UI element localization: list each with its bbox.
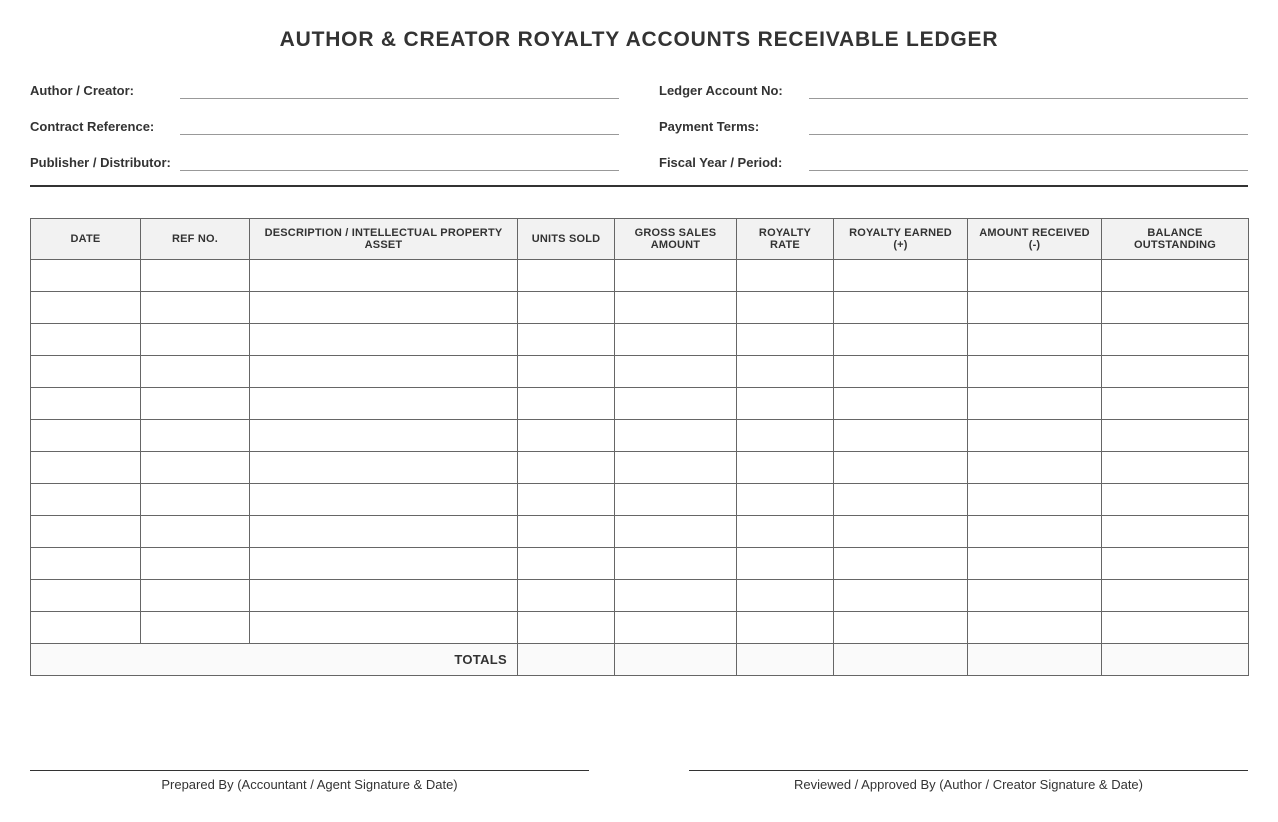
balance-outstanding-cell[interactable] bbox=[1102, 292, 1249, 324]
ref-no-cell[interactable] bbox=[141, 420, 250, 452]
ref-no-cell[interactable] bbox=[141, 484, 250, 516]
table-header-row bbox=[31, 219, 1249, 260]
column-header-line: AMOUNT RECEIVED bbox=[979, 227, 1090, 239]
description-cell[interactable] bbox=[250, 324, 518, 356]
column-header-ref-no bbox=[141, 219, 250, 260]
gross-sales-cell[interactable] bbox=[615, 292, 737, 324]
amount-received-cell[interactable] bbox=[968, 612, 1102, 644]
royalty-rate-cell[interactable] bbox=[737, 388, 834, 420]
ref-no-cell[interactable] bbox=[141, 292, 250, 324]
amount-received-cell[interactable] bbox=[968, 260, 1102, 292]
date-cell[interactable] bbox=[31, 580, 141, 612]
column-header-gross-sales-amount bbox=[615, 219, 737, 260]
royalty-rate-cell[interactable] bbox=[737, 516, 834, 548]
total-royalty-earned-cell[interactable] bbox=[834, 644, 968, 676]
description-cell[interactable] bbox=[250, 388, 518, 420]
column-header-description bbox=[250, 219, 518, 260]
amount-received-cell[interactable] bbox=[968, 356, 1102, 388]
amount-received-cell[interactable] bbox=[968, 548, 1102, 580]
royalty-earned-cell[interactable] bbox=[834, 484, 968, 516]
balance-outstanding-cell[interactable] bbox=[1102, 260, 1249, 292]
royalty-rate-cell[interactable] bbox=[737, 484, 834, 516]
gross-sales-cell[interactable] bbox=[615, 324, 737, 356]
balance-outstanding-cell[interactable] bbox=[1102, 516, 1249, 548]
table-row bbox=[31, 388, 1249, 420]
royalty-earned-cell[interactable] bbox=[834, 580, 968, 612]
column-header-line: GROSS SALES bbox=[634, 227, 717, 239]
column-header-line: (+) bbox=[893, 239, 908, 251]
royalty-earned-cell[interactable] bbox=[834, 388, 968, 420]
column-header-line: DESCRIPTION / INTELLECTUAL PROPERTY bbox=[264, 227, 503, 239]
column-header-amount-received bbox=[968, 219, 1102, 260]
royalty-ledger-table bbox=[30, 218, 1249, 676]
ledger-account-no-field bbox=[659, 76, 1248, 100]
publisher-distributor-input[interactable] bbox=[180, 170, 619, 171]
header-divider bbox=[30, 185, 1248, 187]
units-sold-cell[interactable] bbox=[518, 516, 615, 548]
ref-no-cell[interactable] bbox=[141, 356, 250, 388]
ledger-body bbox=[31, 260, 1249, 644]
amount-received-cell[interactable] bbox=[968, 292, 1102, 324]
balance-outstanding-cell[interactable] bbox=[1102, 612, 1249, 644]
column-header-line: REF NO. bbox=[171, 233, 218, 245]
royalty-earned-cell[interactable] bbox=[834, 356, 968, 388]
table-row bbox=[31, 612, 1249, 644]
description-cell[interactable] bbox=[250, 484, 518, 516]
column-header-line: BALANCE bbox=[1147, 227, 1203, 239]
units-sold-cell[interactable] bbox=[518, 260, 615, 292]
royalty-rate-cell[interactable] bbox=[737, 580, 834, 612]
gross-sales-cell[interactable] bbox=[615, 260, 737, 292]
units-sold-cell[interactable] bbox=[518, 388, 615, 420]
ledger-info-fields bbox=[30, 76, 1248, 186]
description-cell[interactable] bbox=[250, 580, 518, 612]
payment-terms-input[interactable] bbox=[809, 134, 1248, 135]
ledger-account-no-label: Ledger Account No: bbox=[659, 83, 783, 98]
royalty-earned-cell[interactable] bbox=[834, 452, 968, 484]
balance-outstanding-cell[interactable] bbox=[1102, 580, 1249, 612]
table-row bbox=[31, 548, 1249, 580]
description-cell[interactable] bbox=[250, 292, 518, 324]
table-row bbox=[31, 452, 1249, 484]
ref-no-cell[interactable] bbox=[141, 452, 250, 484]
table-row bbox=[31, 580, 1249, 612]
ref-no-cell[interactable] bbox=[141, 260, 250, 292]
date-cell[interactable] bbox=[31, 548, 141, 580]
gross-sales-cell[interactable] bbox=[615, 612, 737, 644]
column-header-line: OUTSTANDING bbox=[1133, 239, 1217, 251]
units-sold-cell[interactable] bbox=[518, 484, 615, 516]
fiscal-year-period-field bbox=[659, 148, 1248, 172]
table-row bbox=[31, 324, 1249, 356]
date-cell[interactable] bbox=[31, 388, 141, 420]
date-cell[interactable] bbox=[31, 452, 141, 484]
gross-sales-cell[interactable] bbox=[615, 452, 737, 484]
gross-sales-cell[interactable] bbox=[615, 388, 737, 420]
description-cell[interactable] bbox=[250, 516, 518, 548]
balance-outstanding-cell[interactable] bbox=[1102, 356, 1249, 388]
column-header-line: AMOUNT bbox=[650, 239, 701, 251]
publisher-distributor-field bbox=[30, 148, 619, 172]
prepared-by-signature-line[interactable] bbox=[30, 770, 589, 771]
amount-received-cell[interactable] bbox=[968, 420, 1102, 452]
payment-terms-field bbox=[659, 112, 1248, 136]
ref-no-cell[interactable] bbox=[141, 516, 250, 548]
amount-received-cell[interactable] bbox=[968, 484, 1102, 516]
balance-outstanding-cell[interactable] bbox=[1102, 484, 1249, 516]
description-cell[interactable] bbox=[250, 420, 518, 452]
royalty-earned-cell[interactable] bbox=[834, 612, 968, 644]
total-balance-outstanding-cell[interactable] bbox=[1102, 644, 1249, 676]
royalty-rate-cell[interactable] bbox=[737, 548, 834, 580]
reviewed-by-signature-line[interactable] bbox=[689, 770, 1248, 771]
units-sold-cell[interactable] bbox=[518, 580, 615, 612]
gross-sales-cell[interactable] bbox=[615, 420, 737, 452]
date-cell[interactable] bbox=[31, 612, 141, 644]
gross-sales-cell[interactable] bbox=[615, 356, 737, 388]
balance-outstanding-cell[interactable] bbox=[1102, 324, 1249, 356]
royalty-rate-cell[interactable] bbox=[737, 612, 834, 644]
royalty-rate-cell[interactable] bbox=[737, 452, 834, 484]
units-sold-cell[interactable] bbox=[518, 548, 615, 580]
table-row bbox=[31, 484, 1249, 516]
publisher-distributor-label: Publisher / Distributor: bbox=[30, 155, 171, 170]
gross-sales-cell[interactable] bbox=[615, 516, 737, 548]
royalty-rate-cell[interactable] bbox=[737, 324, 834, 356]
units-sold-cell[interactable] bbox=[518, 612, 615, 644]
column-header-units-sold bbox=[518, 219, 615, 260]
ref-no-cell[interactable] bbox=[141, 580, 250, 612]
amount-received-cell[interactable] bbox=[968, 516, 1102, 548]
description-cell[interactable] bbox=[250, 260, 518, 292]
ref-no-cell[interactable] bbox=[141, 388, 250, 420]
date-cell[interactable] bbox=[31, 356, 141, 388]
gross-sales-cell[interactable] bbox=[615, 580, 737, 612]
units-sold-cell[interactable] bbox=[518, 292, 615, 324]
gross-sales-cell[interactable] bbox=[615, 484, 737, 516]
royalty-earned-cell[interactable] bbox=[834, 548, 968, 580]
reviewed-by-label: Reviewed / Approved By (Author / Creator Signature & Date) bbox=[793, 777, 1143, 792]
column-header-royalty-rate bbox=[737, 219, 834, 260]
royalty-rate-cell[interactable] bbox=[737, 260, 834, 292]
totals-row bbox=[31, 644, 1249, 676]
prepared-by-signature-block bbox=[30, 770, 589, 792]
date-cell[interactable] bbox=[31, 292, 141, 324]
description-cell[interactable] bbox=[250, 612, 518, 644]
amount-received-cell[interactable] bbox=[968, 580, 1102, 612]
description-cell[interactable] bbox=[250, 356, 518, 388]
royalty-earned-cell[interactable] bbox=[834, 324, 968, 356]
units-sold-cell[interactable] bbox=[518, 452, 615, 484]
reviewed-by-signature-block bbox=[689, 770, 1248, 792]
royalty-earned-cell[interactable] bbox=[834, 260, 968, 292]
royalty-rate-cell[interactable] bbox=[737, 420, 834, 452]
total-royalty-rate-cell[interactable] bbox=[737, 644, 834, 676]
ref-no-cell[interactable] bbox=[141, 612, 250, 644]
contract-reference-input[interactable] bbox=[180, 134, 619, 135]
date-cell[interactable] bbox=[31, 420, 141, 452]
column-header-line: RATE bbox=[770, 239, 800, 251]
total-amount-received-cell[interactable] bbox=[968, 644, 1102, 676]
ref-no-cell[interactable] bbox=[141, 324, 250, 356]
amount-received-cell[interactable] bbox=[968, 388, 1102, 420]
royalty-rate-cell[interactable] bbox=[737, 292, 834, 324]
amount-received-cell[interactable] bbox=[968, 324, 1102, 356]
amount-received-cell[interactable] bbox=[968, 452, 1102, 484]
total-units-sold-cell[interactable] bbox=[518, 644, 615, 676]
table-row bbox=[31, 516, 1249, 548]
column-header-line: DATE bbox=[70, 233, 101, 245]
date-cell[interactable] bbox=[31, 324, 141, 356]
balance-outstanding-cell[interactable] bbox=[1102, 452, 1249, 484]
prepared-by-label: Prepared By (Accountant / Agent Signature & Date) bbox=[161, 777, 458, 792]
contract-reference-label: Contract Reference: bbox=[30, 119, 155, 134]
units-sold-cell[interactable] bbox=[518, 324, 615, 356]
author-creator-label: Author / Creator: bbox=[30, 83, 134, 98]
balance-outstanding-cell[interactable] bbox=[1102, 388, 1249, 420]
date-cell[interactable] bbox=[31, 516, 141, 548]
gross-sales-cell[interactable] bbox=[615, 548, 737, 580]
royalty-earned-cell[interactable] bbox=[834, 292, 968, 324]
units-sold-cell[interactable] bbox=[518, 420, 615, 452]
column-header-line: ASSET bbox=[364, 239, 403, 251]
column-header-line: UNITS SOLD bbox=[531, 233, 601, 245]
column-header-date bbox=[31, 219, 141, 260]
balance-outstanding-cell[interactable] bbox=[1102, 548, 1249, 580]
page-title: AUTHOR & CREATOR ROYALTY ACCOUNTS RECEIVABLE LEDGER bbox=[279, 28, 999, 51]
table-row bbox=[31, 420, 1249, 452]
balance-outstanding-cell[interactable] bbox=[1102, 420, 1249, 452]
fiscal-year-period-label: Fiscal Year / Period: bbox=[659, 155, 783, 170]
contract-reference-field bbox=[30, 112, 619, 136]
author-creator-field bbox=[30, 76, 619, 100]
units-sold-cell[interactable] bbox=[518, 356, 615, 388]
table-row bbox=[31, 292, 1249, 324]
column-header-line: (-) bbox=[1028, 239, 1041, 251]
date-cell[interactable] bbox=[31, 484, 141, 516]
column-header-royalty-earned bbox=[834, 219, 968, 260]
fiscal-year-period-input[interactable] bbox=[809, 170, 1248, 171]
table-row bbox=[31, 356, 1249, 388]
column-header-balance-outstanding bbox=[1102, 219, 1249, 260]
description-cell[interactable] bbox=[250, 452, 518, 484]
royalty-rate-cell[interactable] bbox=[737, 356, 834, 388]
totals-label: TOTALS bbox=[31, 644, 518, 676]
ledger-account-no-input[interactable] bbox=[809, 98, 1248, 99]
royalty-earned-cell[interactable] bbox=[834, 516, 968, 548]
table-row bbox=[31, 260, 1249, 292]
column-header-line: ROYALTY EARNED bbox=[849, 227, 952, 239]
ref-no-cell[interactable] bbox=[141, 548, 250, 580]
total-gross-sales-cell[interactable] bbox=[615, 644, 737, 676]
date-cell[interactable] bbox=[31, 260, 141, 292]
description-cell[interactable] bbox=[250, 548, 518, 580]
author-creator-input[interactable] bbox=[180, 98, 619, 99]
column-header-line: ROYALTY bbox=[758, 227, 812, 239]
payment-terms-label: Payment Terms: bbox=[659, 119, 760, 134]
royalty-earned-cell[interactable] bbox=[834, 420, 968, 452]
